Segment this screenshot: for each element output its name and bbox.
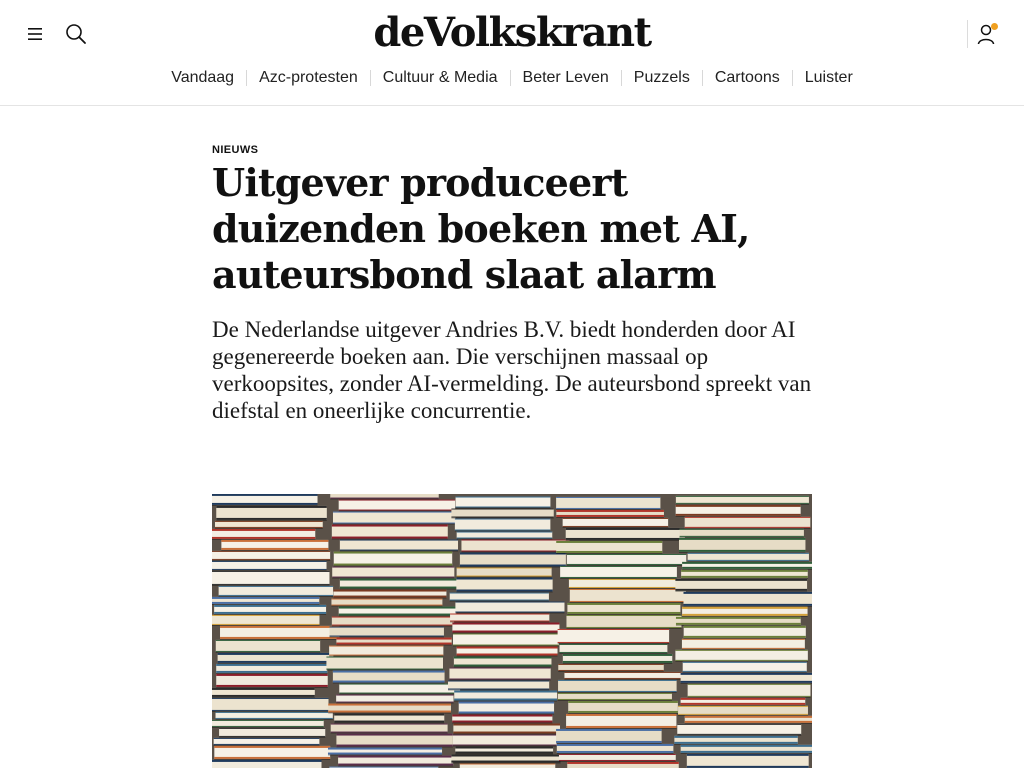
site-logo[interactable]: deVolkskrant [373,8,651,56]
nav-item-cultuur-media[interactable]: Cultuur & Media [370,70,510,86]
nav-item-cartoons[interactable]: Cartoons [702,70,792,86]
notification-badge [991,23,998,30]
site-header [0,0,1024,106]
nav-item-vandaag[interactable]: Vandaag [171,69,235,86]
hamburger-menu-icon [27,27,45,41]
header-divider [967,20,968,48]
search-icon [65,23,87,45]
nav-item-luister[interactable]: Luister [792,70,865,86]
stacked-books-photo [212,494,812,768]
nav-item-beter-leven[interactable]: Beter Leven [510,70,621,86]
main-navigation [0,62,1024,94]
menu-button[interactable] [22,20,50,48]
account-button[interactable] [972,20,1002,48]
nav-item-puzzels[interactable]: Puzzels [621,70,702,86]
article-headline: Uitgever produceert duizenden boeken met AI, auteursbond slaat alarm [212,160,750,297]
nav-item-azc-protesten[interactable]: Azc-protesten [246,70,370,86]
user-account-icon [975,22,999,46]
search-button[interactable] [62,20,90,48]
section-label[interactable]: NIEUWS [212,144,259,156]
article-hero-image [212,494,812,768]
article-lead: De Nederlandse uitgever Andries B.V. biedt honderden door AI gegenereerde boeken aan. Die verschijnen massaal op verkoopsites, zonder AI-vermelding. De auteursbond spreekt van diefstal en oneerlijke concurrentie. [212,317,812,423]
